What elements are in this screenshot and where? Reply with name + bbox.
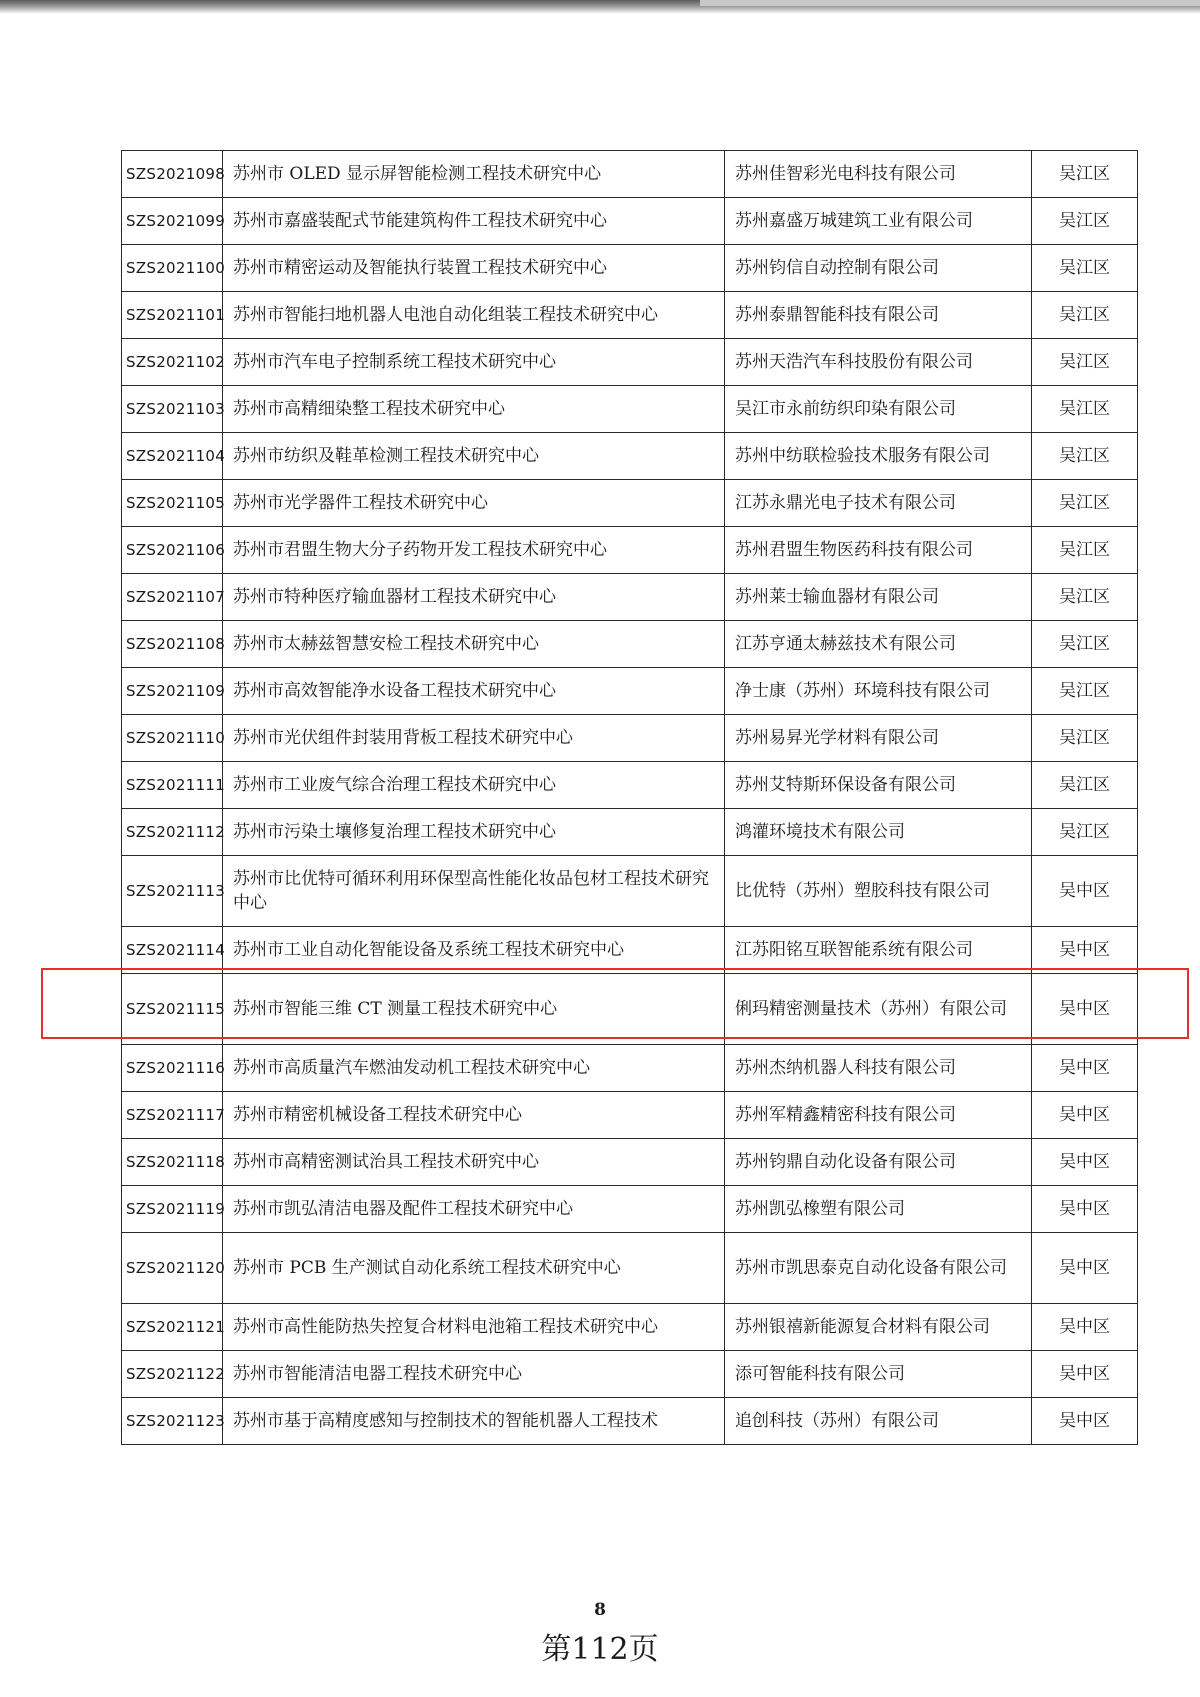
cell-company: 净士康（苏州）环境科技有限公司 — [725, 668, 1032, 715]
cell-district: 吴江区 — [1032, 621, 1138, 668]
cell-district: 吴中区 — [1032, 1045, 1138, 1092]
cell-code: SZS2021104 — [122, 433, 223, 480]
cell-district: 吴江区 — [1032, 433, 1138, 480]
cell-company: 苏州银禧新能源复合材料有限公司 — [725, 1304, 1032, 1351]
cell-center-name: 苏州市智能三维 CT 测量工程技术研究中心 — [223, 974, 725, 1045]
table-row — [122, 1351, 1138, 1398]
cell-code: SZS2021108 — [122, 621, 223, 668]
cell-district: 吴江区 — [1032, 809, 1138, 856]
cell-code: SZS2021101 — [122, 292, 223, 339]
cell-district: 吴中区 — [1032, 1304, 1138, 1351]
cell-center-name: 苏州市高效智能净水设备工程技术研究中心 — [223, 668, 725, 715]
cell-code: SZS2021116 — [122, 1045, 223, 1092]
cell-code: SZS2021105 — [122, 480, 223, 527]
cell-company: 苏州凯弘橡塑有限公司 — [725, 1186, 1032, 1233]
cell-center-name: 苏州市光伏组件封装用背板工程技术研究中心 — [223, 715, 725, 762]
table-row — [122, 433, 1138, 480]
page-number: 8 — [594, 1600, 606, 1620]
cell-district: 吴江区 — [1032, 198, 1138, 245]
table-row — [122, 292, 1138, 339]
table-row — [122, 151, 1138, 198]
cell-center-name: 苏州市嘉盛装配式节能建筑构件工程技术研究中心 — [223, 198, 725, 245]
cell-district: 吴中区 — [1032, 1092, 1138, 1139]
cell-company: 苏州天浩汽车科技股份有限公司 — [725, 339, 1032, 386]
cell-company: 苏州佳智彩光电科技有限公司 — [725, 151, 1032, 198]
table-row — [122, 1233, 1138, 1304]
cell-code: SZS2021100 — [122, 245, 223, 292]
cell-company: 苏州杰纳机器人科技有限公司 — [725, 1045, 1032, 1092]
table-row-highlighted — [122, 927, 1138, 974]
cell-district: 吴江区 — [1032, 292, 1138, 339]
cell-company: 添可智能科技有限公司 — [725, 1351, 1032, 1398]
cell-center-name: 苏州市高质量汽车燃油发动机工程技术研究中心 — [223, 1045, 725, 1092]
cell-company: 苏州易昇光学材料有限公司 — [725, 715, 1032, 762]
cell-center-name: 苏州市基于高精度感知与控制技术的智能机器人工程技术 — [223, 1398, 725, 1445]
cell-code: SZS2021098 — [122, 151, 223, 198]
cell-code: SZS2021106 — [122, 527, 223, 574]
cell-center-name: 苏州市君盟生物大分子药物开发工程技术研究中心 — [223, 527, 725, 574]
cell-district: 吴中区 — [1032, 1351, 1138, 1398]
cell-center-name: 苏州市特种医疗输血器材工程技术研究中心 — [223, 574, 725, 621]
table-row — [122, 1045, 1138, 1092]
table-row — [122, 339, 1138, 386]
cell-district: 吴中区 — [1032, 1398, 1138, 1445]
cell-company: 苏州泰鼎智能科技有限公司 — [725, 292, 1032, 339]
table-row — [122, 715, 1138, 762]
table-row — [122, 1139, 1138, 1186]
cell-code: SZS2021119 — [122, 1186, 223, 1233]
cell-code: SZS2021120 — [122, 1233, 223, 1304]
table-row — [122, 1186, 1138, 1233]
cell-center-name: 苏州市高性能防热失控复合材料电池箱工程技术研究中心 — [223, 1304, 725, 1351]
cell-code: SZS2021113 — [122, 856, 223, 927]
cell-center-name: 苏州市工业自动化智能设备及系统工程技术研究中心 — [223, 927, 725, 974]
cell-company: 比优特（苏州）塑胶科技有限公司 — [725, 856, 1032, 927]
cell-district: 吴江区 — [1032, 762, 1138, 809]
cell-center-name: 苏州市精密机械设备工程技术研究中心 — [223, 1092, 725, 1139]
cell-company: 苏州嘉盛万城建筑工业有限公司 — [725, 198, 1032, 245]
table-row — [122, 621, 1138, 668]
cell-district: 吴江区 — [1032, 339, 1138, 386]
cell-center-name: 苏州市太赫兹智慧安检工程技术研究中心 — [223, 621, 725, 668]
cell-company: 江苏永鼎光电子技术有限公司 — [725, 480, 1032, 527]
table-row — [122, 527, 1138, 574]
cell-code: SZS2021122 — [122, 1351, 223, 1398]
cell-company: 苏州中纺联检验技术服务有限公司 — [725, 433, 1032, 480]
cell-code: SZS2021121 — [122, 1304, 223, 1351]
cell-district: 吴中区 — [1032, 1139, 1138, 1186]
cell-code: SZS2021117 — [122, 1092, 223, 1139]
cell-company: 鸿灌环境技术有限公司 — [725, 809, 1032, 856]
cell-district: 吴江区 — [1032, 245, 1138, 292]
cell-district: 吴江区 — [1032, 715, 1138, 762]
page-label: 第112页 — [541, 1632, 659, 1667]
cell-center-name: 苏州市工业废气综合治理工程技术研究中心 — [223, 762, 725, 809]
cell-company: 苏州莱士输血器材有限公司 — [725, 574, 1032, 621]
table-row — [122, 480, 1138, 527]
cell-company: 俐玛精密测量技术（苏州）有限公司 — [725, 974, 1032, 1045]
table-body — [122, 151, 1138, 1445]
cell-code: SZS2021102 — [122, 339, 223, 386]
cell-district: 吴中区 — [1032, 1186, 1138, 1233]
cell-company: 吴江市永前纺织印染有限公司 — [725, 386, 1032, 433]
scan-top-edge-right — [700, 0, 1200, 6]
cell-code: SZS2021110 — [122, 715, 223, 762]
cell-company: 江苏阳铭互联智能系统有限公司 — [725, 927, 1032, 974]
table-row — [122, 245, 1138, 292]
research-center-table — [121, 150, 1138, 1445]
cell-company: 苏州市凯思泰克自动化设备有限公司 — [725, 1233, 1032, 1304]
cell-code: SZS2021103 — [122, 386, 223, 433]
cell-district: 吴江区 — [1032, 668, 1138, 715]
cell-company: 苏州君盟生物医药科技有限公司 — [725, 527, 1032, 574]
cell-company: 苏州钧鼎自动化设备有限公司 — [725, 1139, 1032, 1186]
cell-district: 吴中区 — [1032, 856, 1138, 927]
cell-center-name: 苏州市高精密测试治具工程技术研究中心 — [223, 1139, 725, 1186]
cell-center-name: 苏州市纺织及鞋革检测工程技术研究中心 — [223, 433, 725, 480]
cell-code: SZS2021107 — [122, 574, 223, 621]
table-row — [122, 1398, 1138, 1445]
cell-code: SZS2021123 — [122, 1398, 223, 1445]
cell-district: 吴江区 — [1032, 574, 1138, 621]
cell-code: SZS2021112 — [122, 809, 223, 856]
cell-center-name: 苏州市汽车电子控制系统工程技术研究中心 — [223, 339, 725, 386]
cell-code: SZS2021099 — [122, 198, 223, 245]
table-row — [122, 1304, 1138, 1351]
cell-center-name: 苏州市高精细染整工程技术研究中心 — [223, 386, 725, 433]
cell-company: 苏州军精鑫精密科技有限公司 — [725, 1092, 1032, 1139]
cell-code: SZS2021118 — [122, 1139, 223, 1186]
cell-company: 苏州钧信自动控制有限公司 — [725, 245, 1032, 292]
cell-code: SZS2021114 — [122, 927, 223, 974]
table-row — [122, 386, 1138, 433]
cell-center-name: 苏州市比优特可循环利用环保型高性能化妆品包材工程技术研究中心 — [223, 856, 725, 927]
cell-company: 追创科技（苏州）有限公司 — [725, 1398, 1032, 1445]
table-row — [122, 762, 1138, 809]
cell-district: 吴江区 — [1032, 386, 1138, 433]
cell-code: SZS2021115 — [122, 974, 223, 1045]
table-row — [122, 198, 1138, 245]
cell-center-name: 苏州市 OLED 显示屏智能检测工程技术研究中心 — [223, 151, 725, 198]
cell-code: SZS2021109 — [122, 668, 223, 715]
cell-district: 吴中区 — [1032, 974, 1138, 1045]
table-row — [122, 668, 1138, 715]
cell-company: 江苏亨通太赫兹技术有限公司 — [725, 621, 1032, 668]
cell-center-name: 苏州市智能扫地机器人电池自动化组装工程技术研究中心 — [223, 292, 725, 339]
cell-center-name: 苏州市智能清洁电器工程技术研究中心 — [223, 1351, 725, 1398]
highlight-box — [41, 968, 1189, 1039]
cell-company: 苏州艾特斯环保设备有限公司 — [725, 762, 1032, 809]
cell-center-name: 苏州市 PCB 生产测试自动化系统工程技术研究中心 — [223, 1233, 725, 1304]
cell-district: 吴江区 — [1032, 527, 1138, 574]
cell-district: 吴中区 — [1032, 1233, 1138, 1304]
cell-center-name: 苏州市精密运动及智能执行装置工程技术研究中心 — [223, 245, 725, 292]
cell-center-name: 苏州市凯弘清洁电器及配件工程技术研究中心 — [223, 1186, 725, 1233]
cell-code: SZS2021111 — [122, 762, 223, 809]
table-row — [122, 809, 1138, 856]
cell-center-name: 苏州市污染土壤修复治理工程技术研究中心 — [223, 809, 725, 856]
table-row — [122, 856, 1138, 927]
table-row — [122, 1092, 1138, 1139]
cell-center-name: 苏州市光学器件工程技术研究中心 — [223, 480, 725, 527]
cell-district: 吴中区 — [1032, 927, 1138, 974]
cell-district: 吴江区 — [1032, 151, 1138, 198]
table-row — [122, 574, 1138, 621]
cell-district: 吴江区 — [1032, 480, 1138, 527]
